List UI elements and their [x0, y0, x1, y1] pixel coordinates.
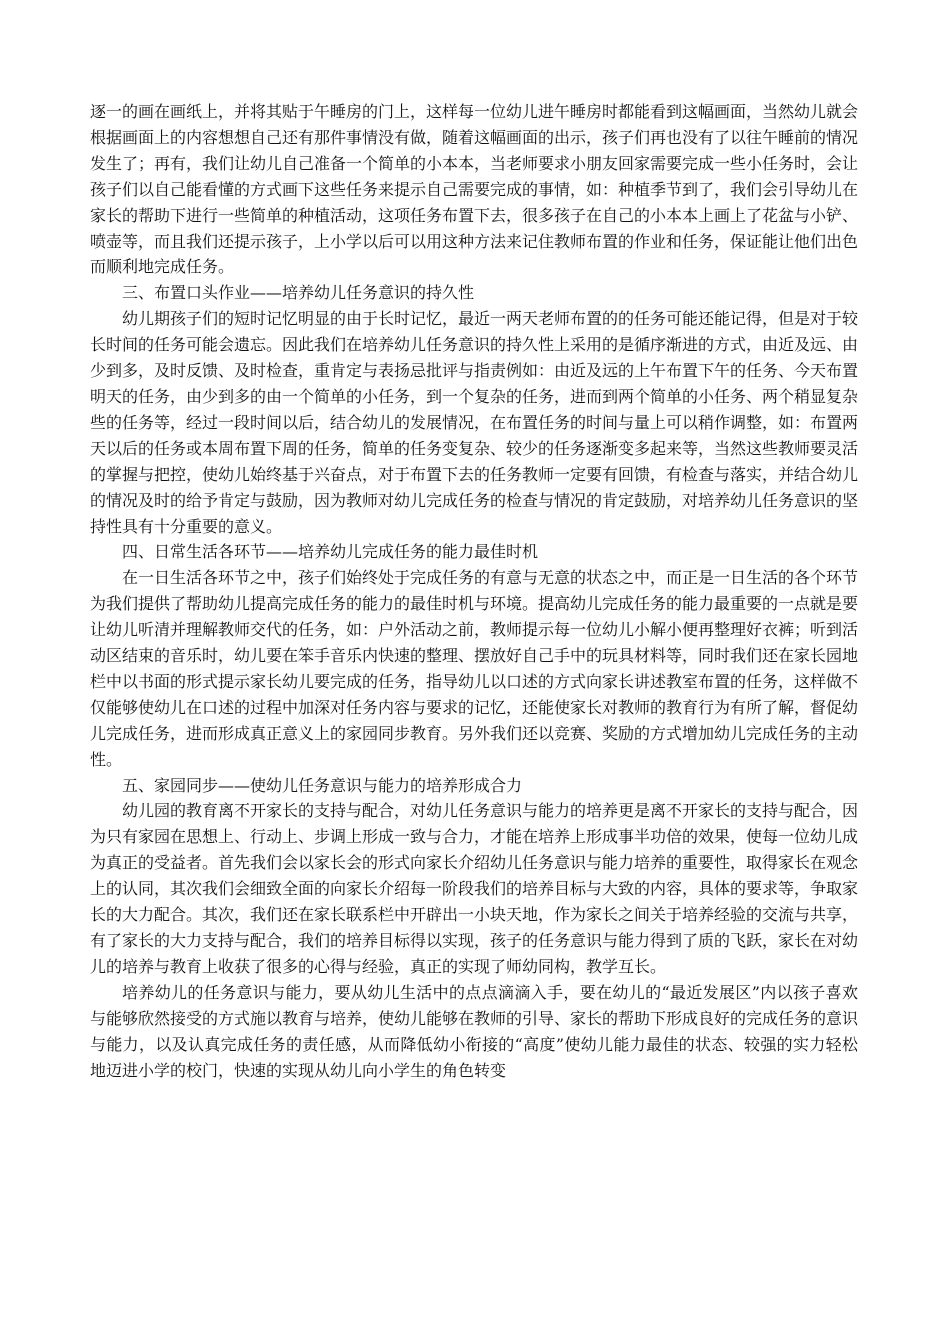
paragraph-section-5: 幼儿园的教育离不开家长的支持与配合，对幼儿任务意识与能力的培养更是离不开家长的支持与配合，因为只有家园在思想上、行动上、步调上形成一致与合力，才能在培养上形成事半功倍的效果，使每一位幼儿成为真正的受益者。首先我们会以家长会的形式向家长介绍幼儿任务意识与能力培养的重要性，取得家长在观念上的认同，其次我们会细致全面的向家长介绍每一阶段我们的培养目标与大致的内容，具体的要求等，争取家长的大力配合。其次，我们还在家长联系栏中开辟出一小块天地，作为家长之间关于培养经验的交流与共享，有了家长的大力支持与配合，我们的培养目标得以实现，孩子的任务意识与能力得到了质的飞跃，家长在对幼儿的培养与教育上收获了很多的心得与经验，真正的实现了师幼同构，教学互长。 — [90, 801, 859, 976]
section-heading-5: 五、家园同步——使幼儿任务意识与能力的培养形成合力 — [122, 775, 523, 795]
paragraph-section-3: 幼儿期孩子们的短时记忆明显的由于长时记忆，最近一两天老师布置的的任务可能还能记得，但是对于较长时间的任务可能会遗忘。因此我们在培养幼儿任务意识的持久性上采用的是循序渐进的方式，由近及远、由少到多，及时反馈、及时检查，重肯定与表扬忌批评与指责例如：由近及远的上午布置下午的任务、今天布置明天的任务，由少到多的由一个简单的小任务，到一个复杂的任务，进而到两个简单的小任务、两个稍显复杂些的任务等，经过一段时间以后，结合幼儿的发展情况，在布置任务的时间与量上可以稍作调整，如：布置两天以后的任务或本周布置下周的任务，简单的任务变复杂、较少的任务逐渐变多起来等，当然这些教师要灵活的掌握与把控，使幼儿始终基于兴奋点，对于布置下去的任务教师一定要有回馈，有检查与落实，并结合幼儿的情况及时的给予肯定与鼓励，因为教师对幼儿完成任务的检查与情况的肯定鼓励，对培养幼儿任务意识的坚持性具有十分重要的意义。 — [90, 309, 859, 536]
paragraph-continuation: 逐一的画在画纸上，并将其贴于午睡房的门上，这样每一位幼儿进午睡房时都能看到这幅画面，当然幼儿就会根据画面上的内容想想自己还有那件事情没有做，随着这幅画面的出示，孩子们再也没有了以往午睡前的情况发生了；再有，我们让幼儿自己准备一个简单的小本本，当老师要求小朋友回家需要完成一些小任务时，会让孩子们以自己能看懂的方式画下这些任务来提示自己需要完成的事情，如：种植季节到了，我们会引导幼儿在家长的帮助下进行一些简单的种植活动，这项任务布置下去，很多孩子在自己的小本本上画上了花盆与小铲、喷壶等，而且我们还提示孩子，上小学以后可以用这种方法来记住教师布置的作业和任务，保证能让他们出色而顺利地完成任务。 — [90, 102, 859, 277]
section-heading-3: 三、布置口头作业——培养幼儿任务意识的持久性 — [122, 283, 475, 303]
paragraph-conclusion: 培养幼儿的任务意识与能力，要从幼儿生活中的点点滴滴入手，要在幼儿的“最近发展区”内以孩子喜欢与能够欣然接受的方式施以教育与培养，使幼儿能够在教师的引导、家长的帮助下形成良好的完成任务的意识与能力，以及认真完成任务的责任感，从而降低幼小衔接的“高度”使幼儿能力最佳的状态、较强的实力轻松地迈进小学的校门，快速的实现从幼儿向小学生的角色转变 — [90, 982, 859, 1080]
section-heading-4: 四、日常生活各环节——培养幼儿完成任务的能力最佳时机 — [122, 542, 539, 562]
paragraph-section-4: 在一日生活各环节之中，孩子们始终处于完成任务的有意与无意的状态之中，而正是一日生活的各个环节为我们提供了帮助幼儿提高完成任务的能力的最佳时机与环境。提高幼儿完成任务的能力最重要的一点就是要让幼儿听清并理解教师交代的任务，如：户外活动之前，教师提示每一位幼儿小解小便再整理好衣裤；听到活动区结束的音乐时，幼儿要在笨手音乐内快速的整理、摆放好自己手中的玩具材料等，同时我们还在家长园地栏中以书面的形式提示家长幼儿要完成的任务，指导幼儿以口述的方式向家长讲述教室布置的任务，这样做不仅能够使幼儿在口述的过程中加深对任务内容与要求的记忆，还能使家长对教师的教育行为有所了解，督促幼儿完成任务，进而形成真正意义上的家园同步教育。另外我们还以竞赛、奖励的方式增加幼儿完成任务的主动性。 — [90, 568, 859, 769]
document-page — [90, 99, 858, 1083]
